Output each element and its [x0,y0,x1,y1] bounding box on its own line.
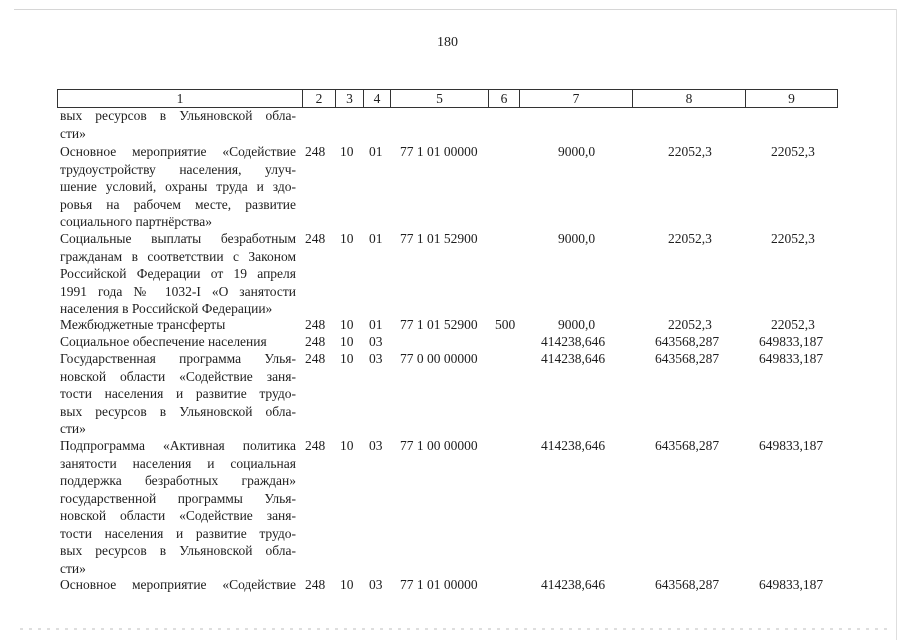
name-line: поддержка безработных граждан» [60,473,296,488]
name-line: 1991 года № 1032-I «О занятости [60,283,296,299]
cell-target-article: 77 1 01 00000 [400,577,478,592]
name-line: вых ресурсов в Ульяновской обла- [60,108,296,123]
table-row-name [60,333,296,351]
cell-col7: 414238,646 [541,438,606,453]
name-line: социального партнёрства» [60,214,212,229]
name-line: Подпрограмма «Активная политика [60,438,296,453]
name-line: шение условий, охраны труда и здо- [60,179,296,194]
cell-subsection: 03 [369,351,383,366]
cell-subsection: 03 [369,334,383,349]
cell-col7: 9000,0 [558,317,596,332]
name-line: ровья на рабочем месте, развитие [60,196,296,212]
name-line: гражданам в соответствии с Законом [60,248,296,264]
column-header-8: 8 [633,90,746,108]
name-line: занятости населения и социальная [60,455,296,471]
cell-subsection: 03 [369,577,383,592]
name-line: сти» [60,125,86,141]
cell-ministry: 248 [305,144,326,159]
cell-section: 10 [340,351,354,366]
column-header-row [58,90,838,108]
cell-col8: 22052,3 [668,144,712,159]
cell-col8: 643568,287 [655,334,720,349]
column-header-5: 5 [391,90,489,108]
column-header-2: 2 [303,90,336,108]
page-number: 180 [437,35,458,50]
cell-subsection: 01 [369,144,383,159]
column-header-9: 9 [746,90,838,108]
cell-col8: 643568,287 [655,438,720,453]
name-line: трудоустройству населения, улуч- [60,161,296,177]
cell-subsection: 03 [369,438,383,453]
cell-col9: 22052,3 [771,231,815,246]
cell-section: 10 [340,438,354,453]
cell-target-article: 77 1 01 52900 [400,231,478,246]
name-line: Социальные выплаты безработным [60,231,296,246]
cell-col9: 649833,187 [759,334,824,349]
cell-target-article: 77 1 00 00000 [400,438,478,453]
name-line: сти» [60,421,86,436]
table-row-name [60,576,296,594]
table-row-name [60,230,296,318]
column-header-6: 6 [489,90,520,108]
scan-edge-right [896,9,897,640]
column-header-1: 1 [58,90,303,108]
cell-section: 10 [340,577,354,592]
name-line: населения в Российской Федерации» [60,301,273,316]
table-row-name [60,437,296,577]
name-line: Основное мероприятие «Содействие [60,577,296,592]
cell-col8: 22052,3 [668,317,712,332]
cell-col8: 22052,3 [668,231,712,246]
cell-section: 10 [340,231,354,246]
cell-col7: 9000,0 [558,231,596,246]
name-line: государственной программы Улья- [60,490,296,506]
cell-target-article: 77 0 00 00000 [400,351,478,366]
scan-noise-bottom [20,628,890,630]
name-line: Российской Федерации от 19 апреля [60,266,296,281]
table-row-name [60,107,296,142]
cell-ministry: 248 [305,317,326,332]
cell-col9: 22052,3 [771,144,815,159]
cell-target-article: 77 1 01 00000 [400,144,478,159]
cell-section: 10 [340,317,354,332]
column-header-3: 3 [336,90,364,108]
cell-col8: 643568,287 [655,351,720,366]
column-header-7: 7 [520,90,633,108]
cell-section: 10 [340,334,354,349]
cell-section: 10 [340,144,354,159]
table-row-name [60,143,296,231]
cell-col9: 649833,187 [759,351,824,366]
name-line: сти» [60,560,86,576]
cell-col8: 643568,287 [655,577,720,592]
name-line: тости населения и развитие трудо- [60,525,296,541]
cell-col9: 649833,187 [759,577,824,592]
name-line: новской области «Содействие заня- [60,368,296,384]
name-line: Государственная программа Улья- [60,351,296,366]
name-line: вых ресурсов в Ульяновской обла- [60,543,296,558]
scan-edge-top [14,9,896,10]
name-line: Основное мероприятие «Содействие [60,144,296,159]
column-header-table [57,89,838,108]
name-line: Социальное обеспечение населения [60,334,267,349]
cell-col7: 9000,0 [558,144,596,159]
cell-col9: 22052,3 [771,317,815,332]
table-row-name [60,350,296,438]
cell-ministry: 248 [305,577,326,592]
name-line: вых ресурсов в Ульяновской обла- [60,403,296,419]
cell-subsection: 01 [369,317,383,332]
cell-col7: 414238,646 [541,334,606,349]
cell-subsection: 01 [369,231,383,246]
name-line: новской области «Содействие заня- [60,508,296,523]
cell-ministry: 248 [305,231,326,246]
cell-col7: 414238,646 [541,351,606,366]
name-line: тости населения и развитие трудо- [60,386,296,401]
cell-ministry: 248 [305,351,326,366]
cell-col7: 414238,646 [541,577,606,592]
cell-target-article: 77 1 01 52900 [400,317,478,332]
table-row-name [60,316,296,334]
cell-col9: 649833,187 [759,438,824,453]
cell-ministry: 248 [305,334,326,349]
column-header-4: 4 [364,90,391,108]
cell-ministry: 248 [305,438,326,453]
cell-expense-type: 500 [495,317,516,332]
name-line: Межбюджетные трансферты [60,317,226,332]
